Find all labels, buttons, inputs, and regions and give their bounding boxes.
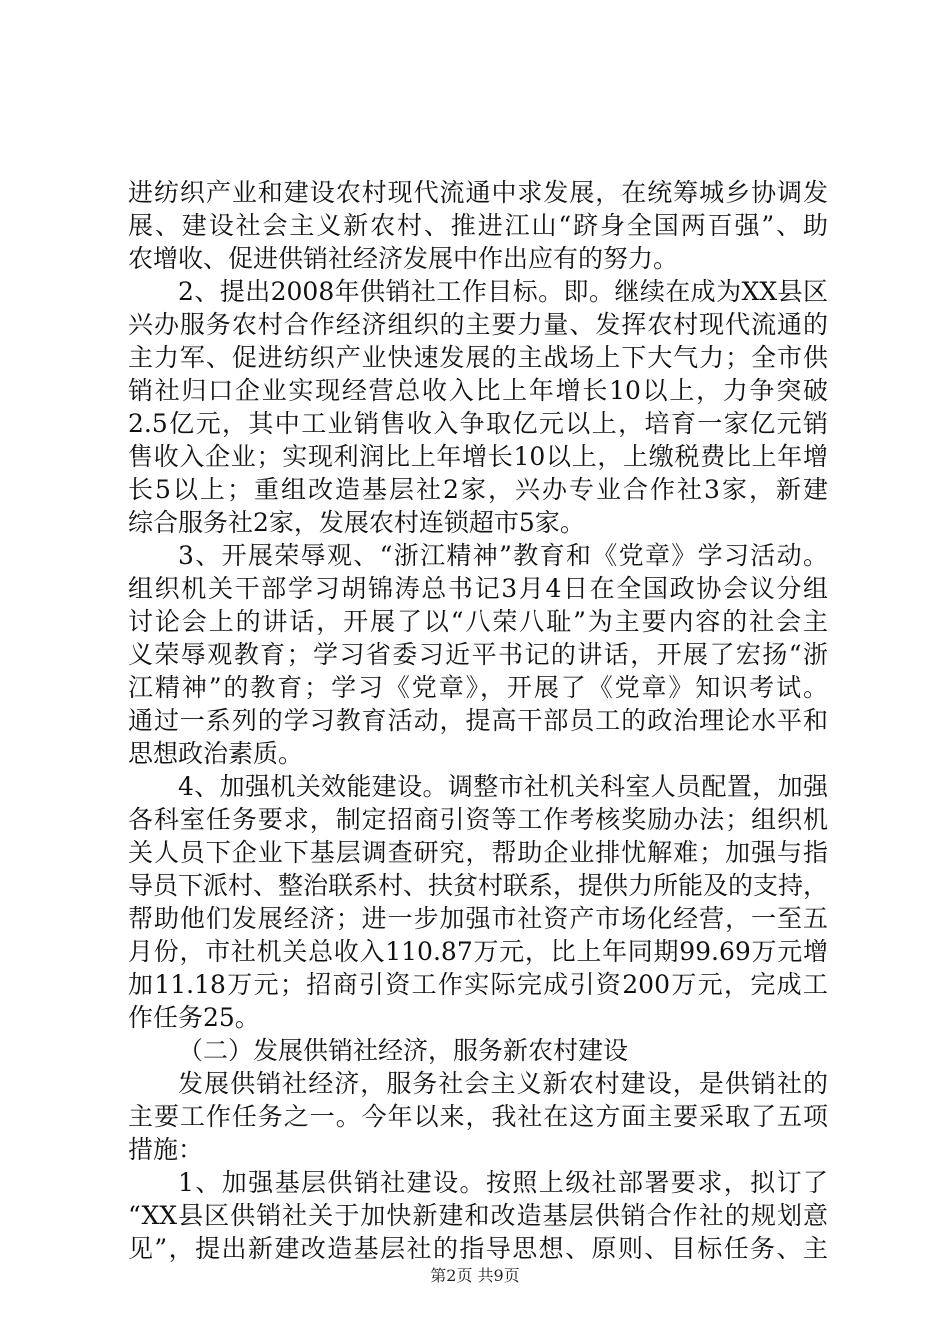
text-line: 导员下派村、整治联系村、扶贫村联系，提供力所能及的支持， <box>128 871 828 900</box>
text-line: 帮助他们发展经济；进一步加强市社资产市场化经营，一至五 <box>128 904 828 933</box>
text-line: “XX县区供销社关于加快新建和改造基层供销合作社的规划意 <box>128 1201 828 1230</box>
paragraph <box>128 1067 828 1166</box>
text-line: 作任务25。 <box>128 1003 260 1032</box>
text-line: 进纺织产业和建设农村现代流通中求发展，在统筹城乡协调发 <box>128 178 828 207</box>
text-line: 江精神”的教育；学习《党章》，开展了《党章》知识考试。 <box>128 673 828 702</box>
text-line: 4、加强机关效能建设。调整市社机关科室人员配置，加强 <box>178 772 828 801</box>
text-line: 主力军、促进纺织产业快速发展的主战场上下大气力；全市供 <box>128 343 828 372</box>
document-body <box>128 176 828 1265</box>
paragraph <box>128 176 828 275</box>
text-line: 见”，提出新建改造基层社的指导思想、原则、目标任务、主 <box>128 1234 828 1263</box>
text-line: （二）发展供销社经济，服务新农村建设 <box>178 1036 629 1065</box>
text-line: 农增收、促进供销社经济发展中作出应有的努力。 <box>128 244 679 273</box>
text-line: 思想政治素质。 <box>128 739 304 768</box>
text-line: 义荣辱观教育；学习省委习近平书记的讲话，开展了宏扬“浙 <box>128 640 828 669</box>
text-line: 关人员下企业下基层调查研究，帮助企业排忧解难；加强与指 <box>128 838 828 867</box>
text-line: 组织机关干部学习胡锦涛总书记3月4日在全国政协会议分组 <box>128 574 828 603</box>
paragraph <box>128 770 828 1034</box>
paragraph <box>128 275 828 539</box>
section-heading <box>128 1034 828 1067</box>
text-line: 通过一系列的学习教育活动，提高干部员工的政治理论水平和 <box>128 706 828 735</box>
text-line: 综合服务社2家，发展农村连锁超市5家。 <box>128 508 585 537</box>
text-line: 加11.18万元；招商引资工作实际完成引资200万元，完成工 <box>128 970 828 999</box>
text-line: 展、建设社会主义新农村、推进江山“跻身全国两百强”、助 <box>128 211 828 240</box>
text-line: 销社归口企业实现经营总收入比上年增长10以上，力争突破 <box>128 376 828 405</box>
text-line: 长5以上；重组改造基层社2家，兴办专业合作社3家，新建 <box>128 475 828 504</box>
text-line: 月份，市社机关总收入110.87万元，比上年同期99.69万元增 <box>128 937 828 966</box>
paragraph <box>128 1166 828 1265</box>
paragraph <box>128 539 828 770</box>
text-line: 2.5亿元，其中工业销售收入争取亿元以上，培育一家亿元销 <box>128 409 828 438</box>
text-line: 主要工作任务之一。今年以来，我社在这方面主要采取了五项 <box>128 1102 828 1131</box>
text-line: 各科室任务要求，制定招商引资等工作考核奖励办法；组织机 <box>128 805 828 834</box>
page-footer: 第2页 共9页 <box>430 1266 520 1285</box>
text-line: 兴办服务农村合作经济组织的主要力量、发挥农村现代流通的 <box>128 310 828 339</box>
text-line: 1、加强基层供销社建设。按照上级社部署要求，拟订了 <box>178 1168 828 1197</box>
text-line: 讨论会上的讲话，开展了以“八荣八耻”为主要内容的社会主 <box>128 607 828 636</box>
text-line: 售收入企业；实现利润比上年增长10以上，上缴税费比上年增 <box>128 442 828 471</box>
text-line: 发展供销社经济，服务社会主义新农村建设，是供销社的 <box>178 1069 828 1098</box>
text-line: 2、提出2008年供销社工作目标。即。继续在成为XX县区 <box>178 277 828 306</box>
text-line: 措施： <box>128 1135 204 1164</box>
text-line: 3、开展荣辱观、“浙江精神”教育和《党章》学习活动。 <box>178 541 828 570</box>
